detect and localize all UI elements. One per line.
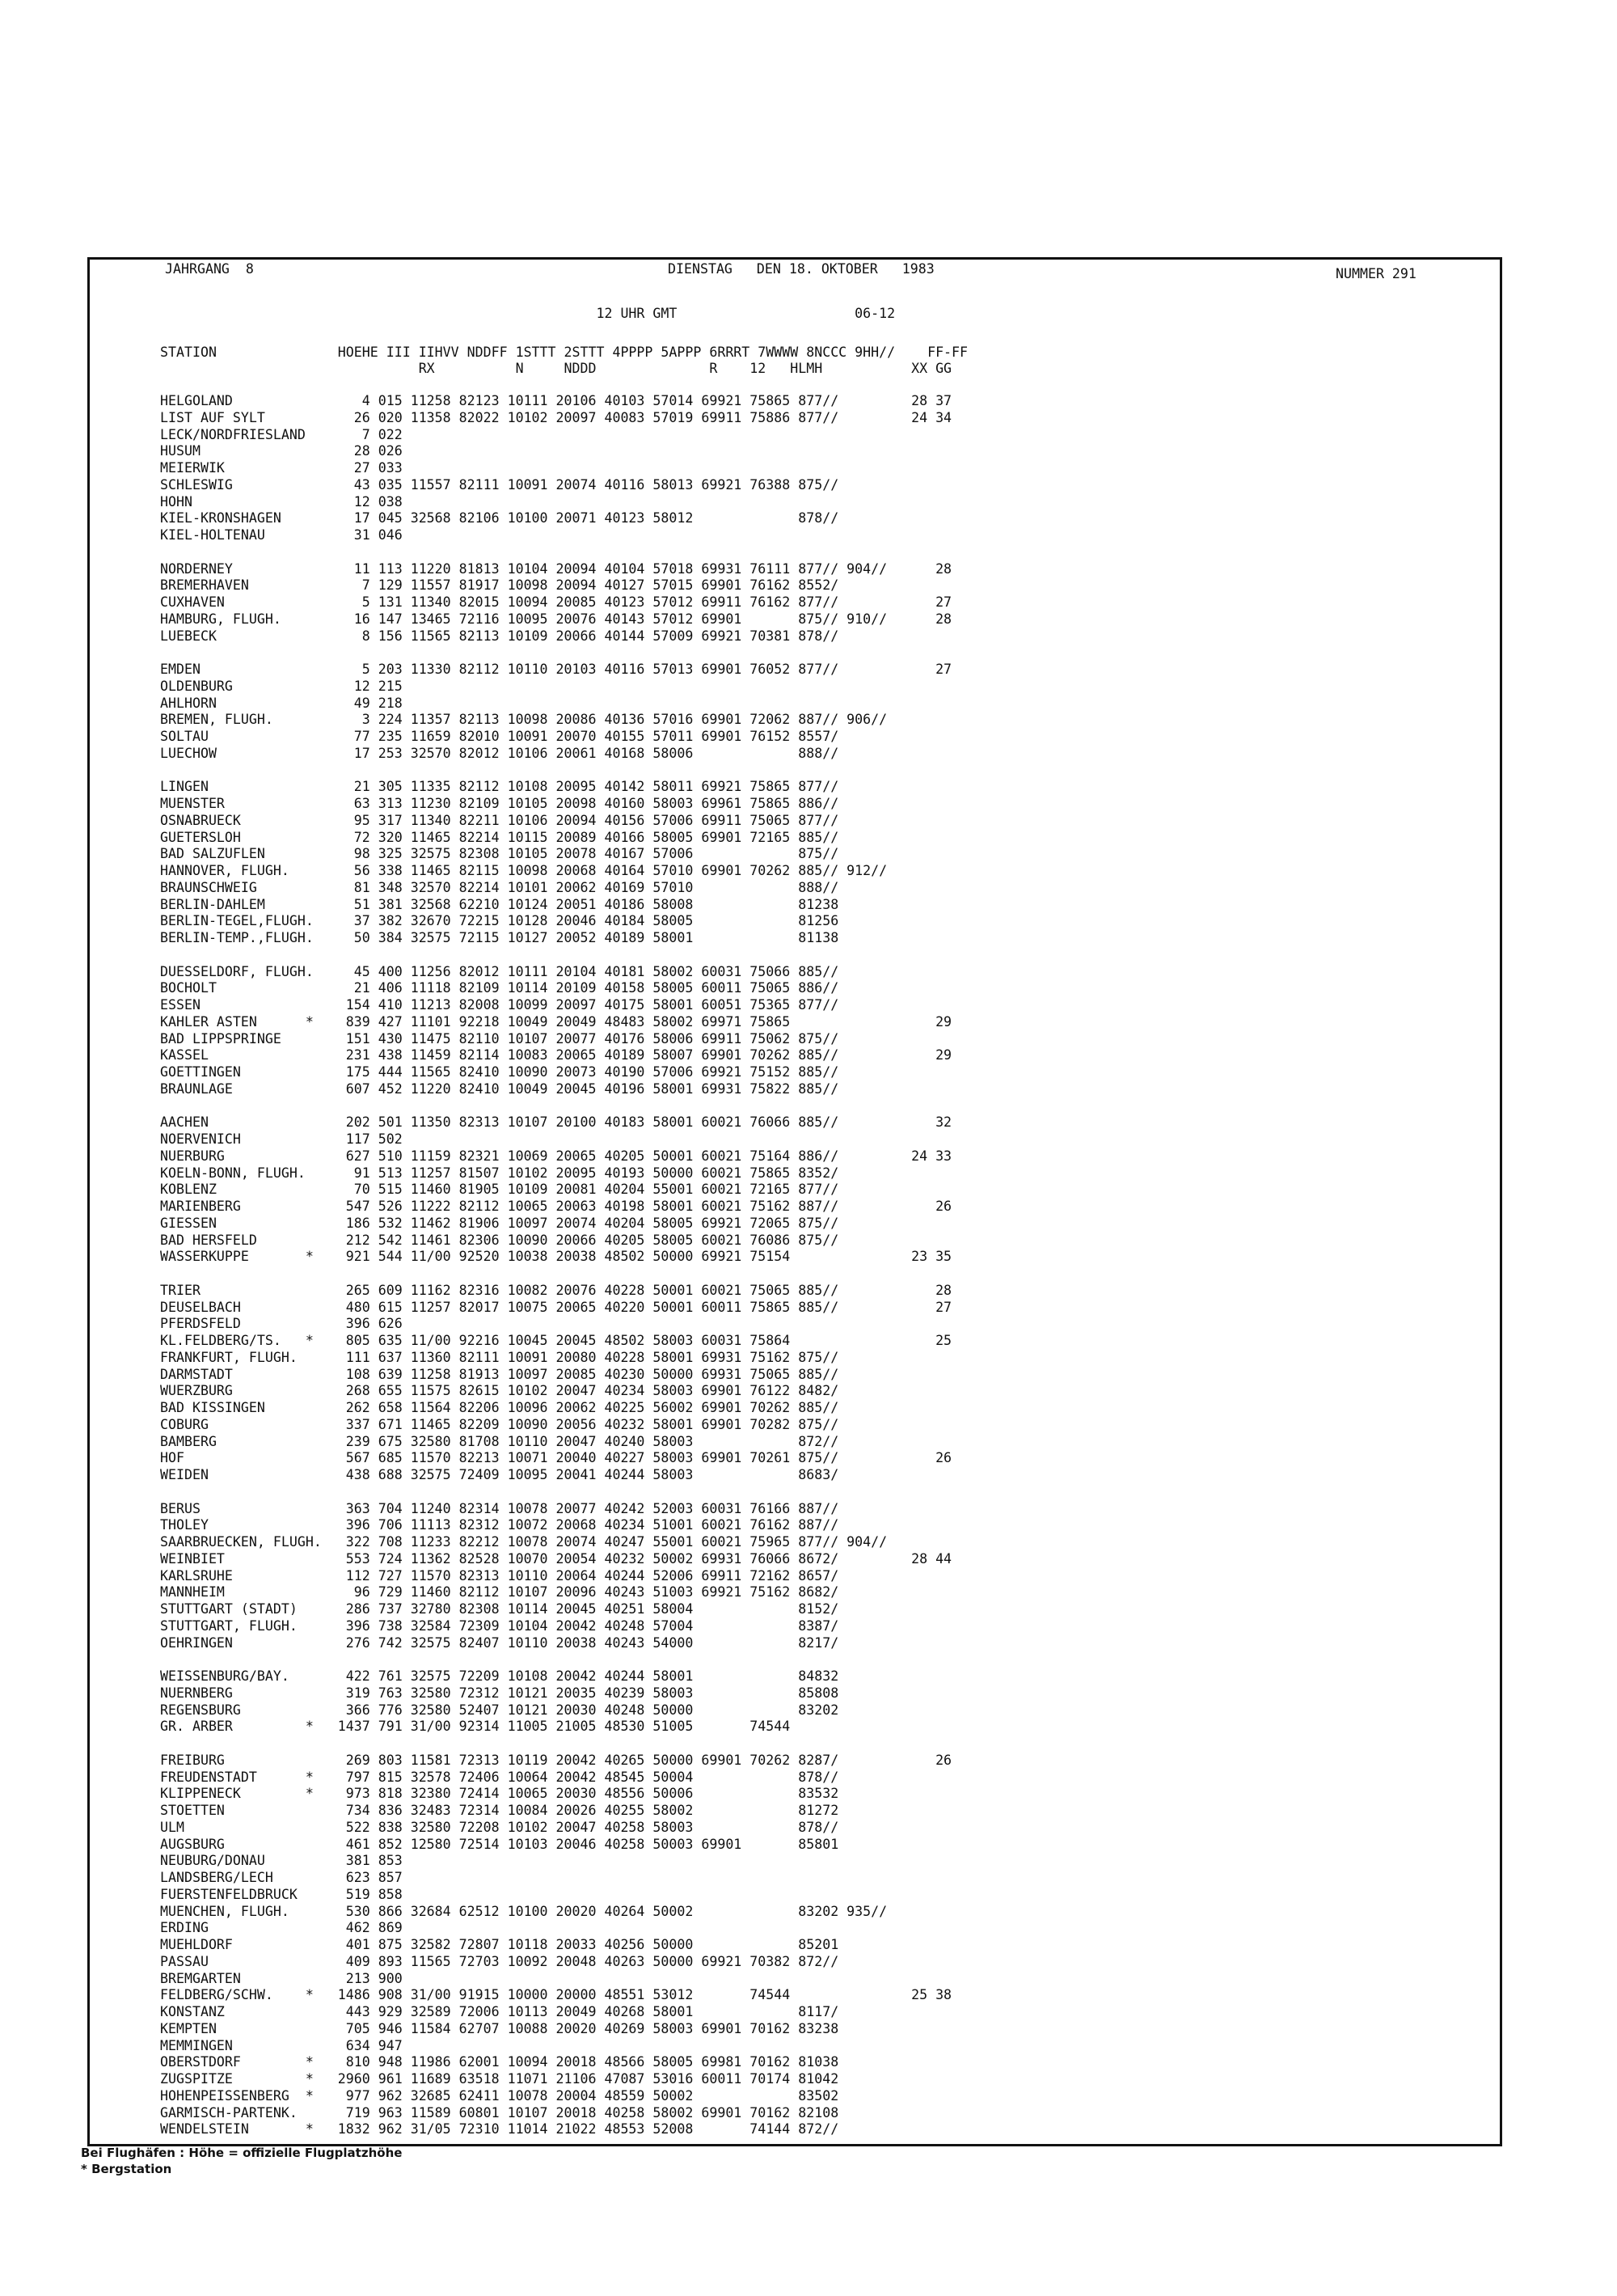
column-header-row: STATION HOEHE III IIHVV NDDFF 1STTT 2STTT 4PPPP 5APPP 6RRRT 7WWWW 8NCCC 9HH// FF-FF [160,345,969,360]
station-row: KARLSRUHE 112 727 11570 82313 10110 20064 40244 52006 69911 72162 8657/ [160,1567,839,1584]
station-row: FREUDENSTADT * 797 815 32578 72406 10064 20042 48545 50004 878// [160,1769,839,1785]
station-row: BREMGARTEN 213 900 [160,1970,403,1986]
station-row: DARMSTADT 108 639 11258 81913 10097 20085 40230 50000 69931 75065 885// [160,1366,839,1382]
station-row: NUERBURG 627 510 11159 82321 10069 20065 40205 50001 60021 75164 886// 24 33 [160,1148,952,1164]
station-row: BAD KISSINGEN 262 658 11564 82206 10096 20062 40225 56002 69901 70262 885// [160,1400,839,1415]
station-row: WUERZBURG 268 655 11575 82615 10102 20047 40234 58003 69901 76122 8482/ [160,1383,839,1399]
station-row: ESSEN 154 410 11213 82008 10099 20097 40175 58001 60051 75365 877// [160,997,839,1013]
station-row: MUENCHEN, FLUGH. 530 866 32684 62512 10100 20020 40264 50002 83202 935// [160,1903,888,1919]
station-row: HAMBURG, FLUGH. 16 147 13465 72116 10095 20076 40143 57012 69901 875// 910// 28 [160,611,952,627]
station-row: AHLHORN 49 218 [160,695,403,711]
station-row: ULM 522 838 32580 72208 10102 20047 40258 58003 878// [160,1819,839,1835]
station-row: ERDING 462 869 [160,1920,403,1936]
station-row: BAMBERG 239 675 32580 81708 10110 20047 40240 58003 872// [160,1433,839,1449]
station-row: WEIDEN 438 688 32575 72409 10095 20041 40244 58003 8683/ [160,1467,839,1482]
station-row: GUETERSLOH 72 320 11465 82214 10115 20089 40166 58005 69901 72165 885// [160,829,839,845]
footer-notes [81,2145,402,2177]
station-row: BERLIN-DAHLEM 51 381 32568 62210 10124 20051 40186 58008 81238 [160,896,839,912]
station-row: BERUS 363 704 11240 82314 10078 20077 40242 52003 60031 76166 887// [160,1500,839,1516]
station-row: NORDERNEY 11 113 11220 81813 10104 20094 40104 57018 69931 76111 877// 904// 28 [160,560,952,577]
station-row: GOETTINGEN 175 444 11565 82410 10090 20073 40190 57006 69921 75152 885// [160,1064,839,1080]
station-row: THOLEY 396 706 11113 82312 10072 20068 40234 51001 60021 76162 887// [160,1517,839,1533]
station-row: BERLIN-TEMP.,FLUGH. 50 384 32575 72115 10127 20052 40189 58001 81138 [160,930,839,945]
station-row: BREMERHAVEN 7 129 11557 81917 10098 20094 40127 57015 69901 76162 8552/ [160,577,839,594]
footnote-airports: Bei Flughäfen : Höhe = offizielle Flugplatzhöhe [81,2146,403,2160]
station-row: STUTTGART, FLUGH. 396 738 32584 72309 10104 20042 40248 57004 8387/ [160,1617,839,1634]
station-row: EMDEN 5 203 11330 82112 10110 20103 40116 57013 69901 76052 877// 27 [160,662,952,677]
station-row: LECK/NORDFRIESLAND 7 022 [160,426,403,442]
station-row: WENDELSTEIN * 1832 962 31/05 72310 11014 21022 48553 52008 74144 872// [160,2121,839,2137]
station-row: MUEHLDORF 401 875 32582 72807 10118 20033 40256 50000 85201 [160,1937,839,1952]
station-row: LUECHOW 17 253 32570 82012 10106 20061 40168 58006 888// [160,745,839,761]
station-row: AACHEN 202 501 11350 82313 10107 20100 40183 58001 60021 76066 885// 32 [160,1114,952,1131]
station-row: FELDBERG/SCHW. * 1486 908 31/00 91915 10000 20000 48551 53012 74544 25 38 [160,1987,952,2003]
column-header-row: 12 UHR GMT 06-12 [160,306,896,321]
station-row: AUGSBURG 461 852 12580 72514 10103 20046 40258 50003 69901 85801 [160,1836,839,1852]
station-row: BREMEN, FLUGH. 3 224 11357 82113 10098 20086 40136 57016 69901 72062 887// 906// [160,712,888,728]
station-row: FREIBURG 269 803 11581 72313 10119 20042 40265 50000 69901 70262 8287/ 26 [160,1752,952,1768]
station-row: KL.FELDBERG/TS. * 805 635 11/00 92216 10045 20045 48502 58003 60031 75864 25 [160,1333,952,1348]
station-row: ZUGSPITZE * 2960 961 11689 63518 11071 21106 47087 53016 60011 70174 81042 [160,2071,839,2087]
station-row: REGENSBURG 366 776 32580 52407 10121 20030 40248 50000 83202 [160,1702,839,1718]
station-row: PFERDSFELD 396 626 [160,1316,403,1332]
station-row: STOETTEN 734 836 32483 72314 10084 20026 40255 58002 81272 [160,1803,839,1818]
station-row: LIST AUF SYLT 26 020 11358 82022 10102 20097 40083 57019 69911 75886 877// 24 34 [160,409,952,425]
station-row: BRAUNSCHWEIG 81 348 32570 82214 10101 20062 40169 57010 888// [160,879,839,895]
station-row: BERLIN-TEGEL,FLUGH. 37 382 32670 72215 10128 20046 40184 58005 81256 [160,913,839,929]
station-row: SCHLESWIG 43 035 11557 82111 10091 20074 40116 58013 69921 76388 875// [160,476,839,493]
station-row: PASSAU 409 893 11565 72703 10092 20048 40263 50000 69921 70382 872// [160,1953,839,1969]
station-row: HELGOLAND 4 015 11258 82123 10111 20106 40103 57014 69921 75865 877// 28 37 [160,393,952,408]
station-row: BOCHOLT 21 406 11118 82109 10114 20109 40158 58005 60011 75065 886// [160,980,839,996]
date-label: DIENSTAG DEN 18. OKTOBER 1983 [668,261,935,277]
station-row: WASSERKUPPE * 921 544 11/00 92520 10038 20038 48502 50000 69921 75154 23 35 [160,1249,952,1265]
station-row: MEMMINGEN 634 947 [160,2037,403,2053]
station-row: COBURG 337 671 11465 82209 10090 20056 40232 58001 69901 70282 875// [160,1416,839,1432]
station-row: BAD SALZUFLEN 98 325 32575 82308 10105 20078 40167 57006 875// [160,846,839,862]
issue-number: NUMMER 291 [1336,266,1416,281]
station-row: DUESSELDORF, FLUGH. 45 400 11256 82012 10111 20104 40181 58002 60031 75066 885// [160,963,839,979]
station-row: KAHLER ASTEN * 839 427 11101 92218 10049 20049 48483 58002 69971 75865 29 [160,1013,952,1030]
station-row: KOBLENZ 70 515 11460 81905 10109 20081 40204 55001 60021 72165 877// [160,1182,839,1198]
station-row: KONSTANZ 443 929 32589 72006 10113 20049 40268 58001 8117/ [160,2004,839,2019]
station-row: MUENSTER 63 313 11230 82109 10105 20098 40160 58003 69961 75865 886// [160,796,839,811]
station-row: OBERSTDORF * 810 948 11986 62001 10094 20018 48566 58005 69981 70162 81038 [160,2054,839,2070]
station-row: GARMISCH-PARTENK. 719 963 11589 60801 10107 20018 40258 58002 69901 70162 82108 [160,2104,839,2121]
station-row: CUXHAVEN 5 131 11340 82015 10094 20085 40123 57012 69911 76162 877// 27 [160,594,952,610]
station-row: TRIER 265 609 11162 82316 10082 20076 40228 50001 60021 75065 885// 28 [160,1282,952,1298]
station-row: HUSUM 28 026 [160,443,403,459]
station-row: NOERVENICH 117 502 [160,1131,403,1147]
station-row: NEUBURG/DONAU 381 853 [160,1853,403,1869]
data-table [87,306,969,2137]
station-row: WEISSENBURG/BAY. 422 761 32575 72209 10108 20042 40244 58001 84832 [160,1668,839,1684]
station-row: KLIPPENECK * 973 818 32380 72414 10065 20030 48556 50006 83532 [160,1786,839,1802]
station-row: MARIENBERG 547 526 11222 82112 10065 20063 40198 58001 60021 75162 887// 26 [160,1199,952,1214]
station-row: KEMPTEN 705 946 11584 62707 10088 20020 40269 58003 69901 70162 83238 [160,2020,839,2036]
station-row: OLDENBURG 12 215 [160,678,403,694]
station-row: BRAUNLAGE 607 452 11220 82410 10049 20045 40196 58001 69931 75822 885// [160,1080,839,1097]
station-row: LINGEN 21 305 11335 82112 10108 20095 40142 58011 69921 75865 877// [160,779,839,795]
station-row: GR. ARBER * 1437 791 31/00 92314 11005 21005 48530 51005 74544 [160,1719,791,1735]
station-row: FRANKFURT, FLUGH. 111 637 11360 82111 10091 20080 40228 58001 69931 75162 875// [160,1349,839,1365]
station-row: FUERSTENFELDBRUCK 519 858 [160,1886,403,1902]
station-row: STUTTGART (STADT) 286 737 32780 82308 10114 20045 40251 58004 8152/ [160,1601,839,1617]
volume-label: JAHRGANG 8 [165,261,254,277]
station-row: HANNOVER, FLUGH. 56 338 11465 82115 10098 20068 40164 57010 69901 70262 885// 912// [160,863,888,878]
station-row: WEINBIET 553 724 11362 82528 10070 20054 40232 50002 69931 76066 8672/ 28 44 [160,1550,952,1567]
station-row: BAD LIPPSPRINGE 151 430 11475 82110 10107 20077 40176 58006 69911 75062 875// [160,1030,839,1047]
station-row: MEIERWIK 27 033 [160,460,403,476]
column-header-row: RX N NDDD R 12 HLMH XX GG [160,361,952,376]
station-row: SAARBRUECKEN, FLUGH. 322 708 11233 82212 10078 20074 40247 55001 60021 75965 877// 904// [160,1534,888,1550]
station-row: SOLTAU 77 235 11659 82010 10091 20070 40155 57011 69901 76152 8557/ [160,729,839,744]
station-row: HOHENPEISSENBERG * 977 962 32685 62411 10078 20004 48559 50002 83502 [160,2087,839,2104]
station-row: HOHN 12 038 [160,493,403,510]
station-row: KASSEL 231 438 11459 82114 10083 20065 40189 58007 69901 70262 885// 29 [160,1047,952,1063]
station-row: LANDSBERG/LECH 623 857 [160,1870,403,1885]
station-row: MANNHEIM 96 729 11460 82112 10107 20096 40243 51003 69921 75162 8682/ [160,1584,839,1600]
station-row: NUERNBERG 319 763 32580 72312 10121 20035 40239 58003 85808 [160,1685,839,1701]
station-row: OEHRINGEN 276 742 32575 82407 10110 20038 40243 54000 8217/ [160,1634,839,1651]
station-row: BAD HERSFELD 212 542 11461 82306 10090 20066 40205 58005 60021 76086 875// [160,1232,839,1248]
station-row: LUEBECK 8 156 11565 82113 10109 20066 40144 57009 69921 70381 878// [160,628,839,644]
station-row: KOELN-BONN, FLUGH. 91 513 11257 81507 10102 20095 40193 50000 60021 75865 8352/ [160,1165,839,1181]
station-row: GIESSEN 186 532 11462 81906 10097 20074 40204 58005 69921 72065 875// [160,1215,839,1231]
station-row: HOF 567 685 11570 82213 10071 20040 40227 58003 69901 70261 875// 26 [160,1450,952,1466]
station-row: OSNABRUECK 95 317 11340 82211 10106 20094 40156 57006 69911 75065 877// [160,812,839,828]
station-row: KIEL-HOLTENAU 31 046 [160,527,403,543]
station-row: DEUSELBACH 480 615 11257 82017 10075 20065 40220 50001 60011 75865 885// 27 [160,1299,952,1315]
station-row: KIEL-KRONSHAGEN 17 045 32568 82106 10100 20071 40123 58012 878// [160,510,839,526]
footnote-mountain: * Bergstation [81,2162,172,2176]
